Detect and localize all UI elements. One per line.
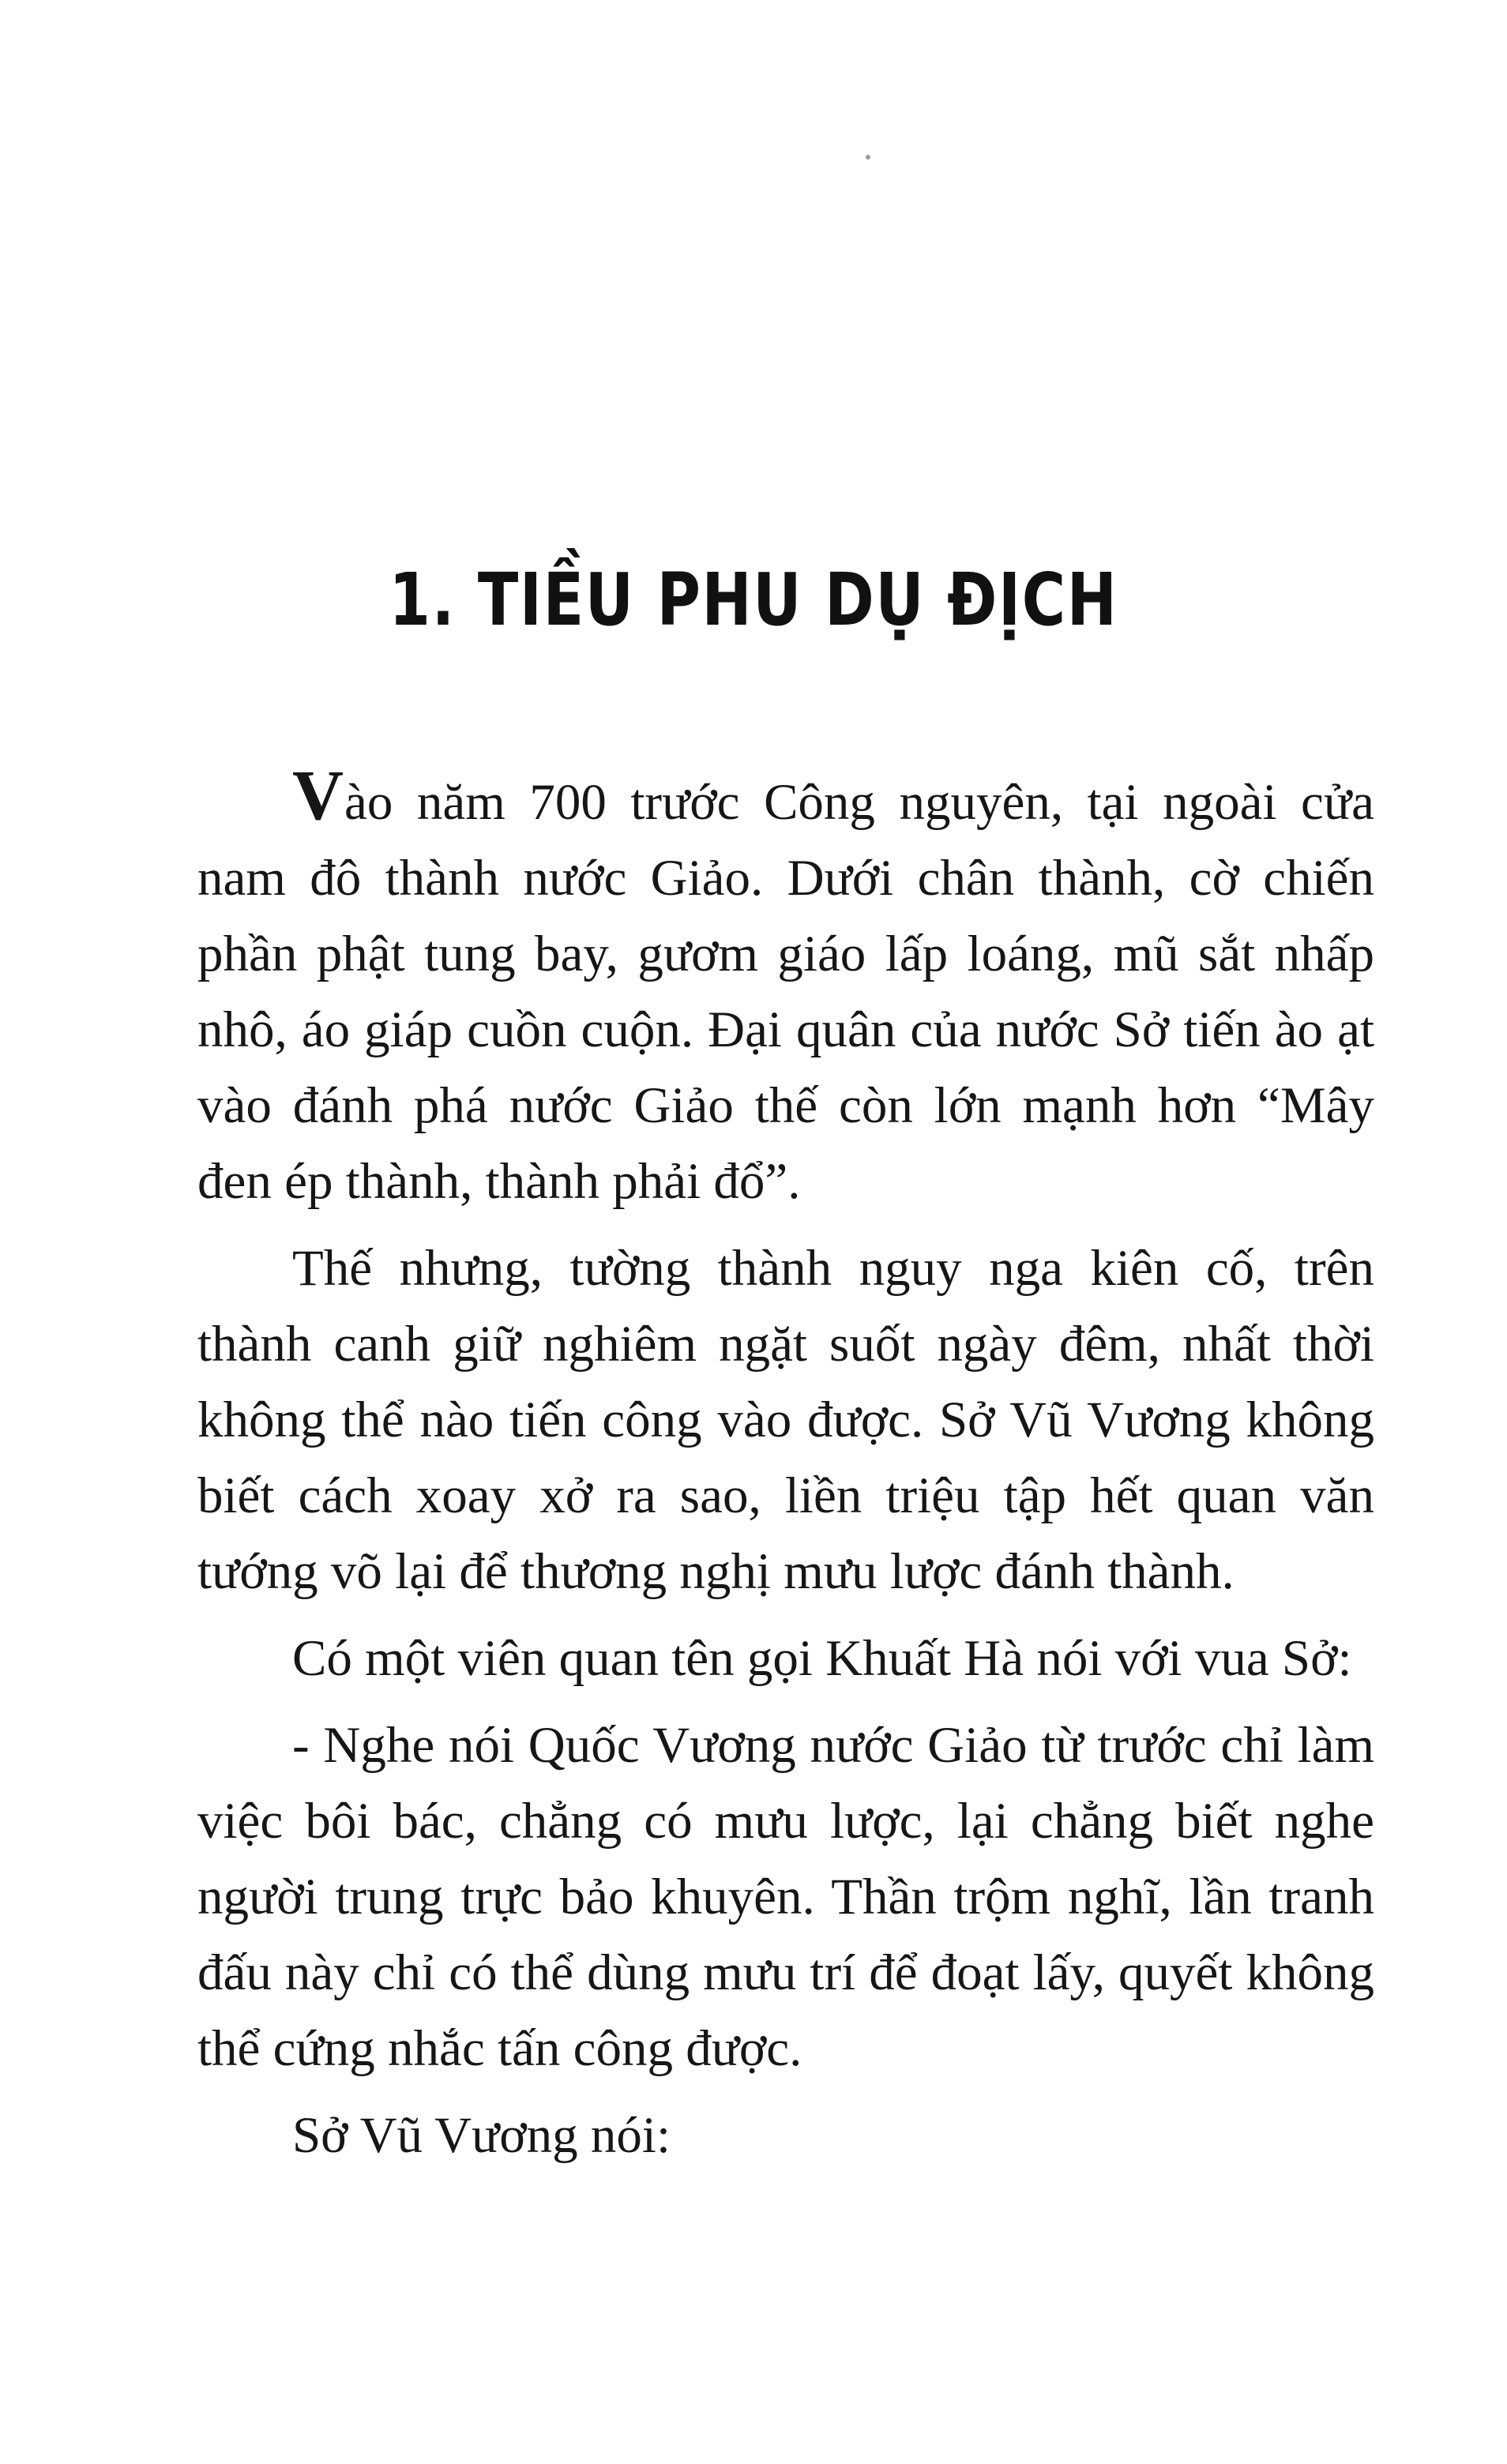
paragraph-4: - Nghe nói Quốc Vương nước Giảo từ trước chỉ làm việc bôi bác, chẳng có mưu lược, lại chẳng biết nghe người trung trực bảo khuyên. Thần trộm nghĩ, lần tranh đấu này chỉ có thể dùng mưu trí để đoạt lấy, quyết không thể cứng nhắc tấn công được. [197, 1717, 1374, 2077]
print-speck [866, 155, 870, 160]
paragraph-1 [197, 757, 1374, 1219]
paragraph-1-text: ào năm 700 trước Công nguyên, tại ngoài cửa nam đô thành nước Giảo. Dưới chân thành, cờ chiến phần phật tung bay, gươm giáo lấp loáng, mũ sắt nhấp nhô, áo giáp cuồn cuộn. Đại quân của nước Sở tiến ào ạt vào đánh phá nước Giảo thế còn lớn mạnh hơn “Mây đen ép thành, thành phải đổ”. [197, 774, 1374, 1210]
paragraph-2: Thế nhưng, tường thành nguy nga kiên cố, trên thành canh giữ nghiêm ngặt suốt ngày đêm, nhất thời không thể nào tiến công vào được. Sở Vũ Vương không biết cách xoay xở ra sao, liền triệu tập hết quan văn tướng võ lại để thương nghị mưu lược đánh thành. [197, 1240, 1374, 1600]
paragraph-3: Có một viên quan tên gọi Khuất Hà nói với vua Sở: [292, 1630, 1352, 1687]
drop-cap: V [292, 757, 344, 835]
paragraph-5: Sở Vũ Vương nói: [292, 2107, 671, 2164]
chapter-body [197, 757, 1374, 2184]
chapter-title: 1. TIỀU PHU DỤ ĐỊCH [389, 558, 1118, 642]
